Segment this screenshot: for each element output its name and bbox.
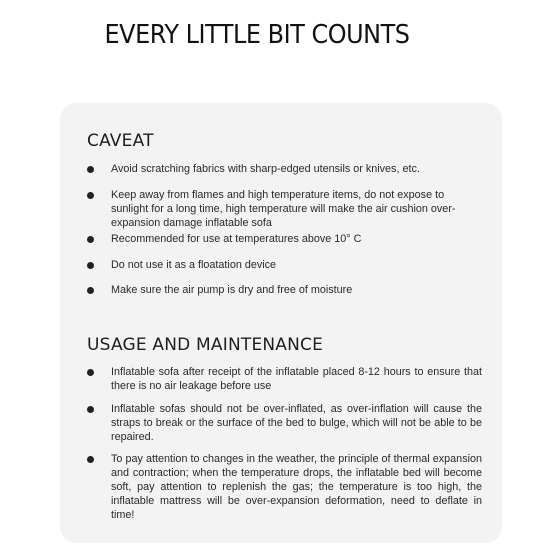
usage-item — [87, 402, 482, 444]
bullet-dot-icon — [87, 262, 94, 269]
bullet-dot-icon — [87, 236, 94, 243]
bullet-dot-icon — [87, 287, 94, 294]
usage-heading: USAGE AND MAINTENANCE — [87, 335, 324, 355]
caveat-item-text: Keep away from flames and high temperature items, do not expose to sunlight for a long time, high temperature will make the air cushion over-expansion damage inflatable sofa — [111, 188, 456, 229]
caveat-item — [87, 188, 482, 230]
usage-item-text: Inflatable sofa after receipt of the inflatable placed 8-12 hours to ensure that there is no air leakage before use — [111, 366, 482, 392]
bullet-dot-icon — [87, 406, 94, 413]
bullet-dot-icon — [87, 369, 94, 376]
page-headline: EVERY LITTLE BIT COUNTS — [104, 20, 410, 50]
usage-item — [87, 452, 482, 522]
usage-item-text: To pay attention to changes in the weather, the principle of thermal expansion and contraction; when the temperature drops, the inflatable bed will become soft, pay attention to replenish the gas; the temperature is too high, the inflatable mattress will be over-expansion deformation, need to deflate in time! — [111, 453, 482, 521]
caveat-item — [87, 232, 482, 246]
caveat-item-text: Do not use it as a floatation device — [111, 258, 277, 271]
caveat-item — [87, 258, 482, 272]
caveat-list — [87, 162, 482, 309]
bullet-dot-icon — [87, 456, 94, 463]
caveat-heading: CAVEAT — [87, 131, 154, 151]
instructions-panel — [60, 103, 502, 543]
bullet-dot-icon — [87, 192, 94, 199]
caveat-item-text: Make sure the air pump is dry and free of moisture — [111, 284, 353, 296]
caveat-item-text: Recommended for use at temperatures above 10° C — [111, 233, 362, 245]
caveat-item — [87, 283, 482, 297]
bullet-dot-icon — [87, 166, 94, 173]
caveat-item-text: Avoid scratching fabrics with sharp-edged utensils or knives, etc. — [111, 163, 420, 175]
usage-list — [87, 365, 482, 531]
usage-item-text: Inflatable sofas should not be over-inflated, as over-inflation will cause the straps to break or the surface of the bed to bulge, which will not be able to be repaired. — [111, 402, 482, 443]
caveat-item — [87, 162, 482, 176]
usage-item — [87, 365, 482, 393]
